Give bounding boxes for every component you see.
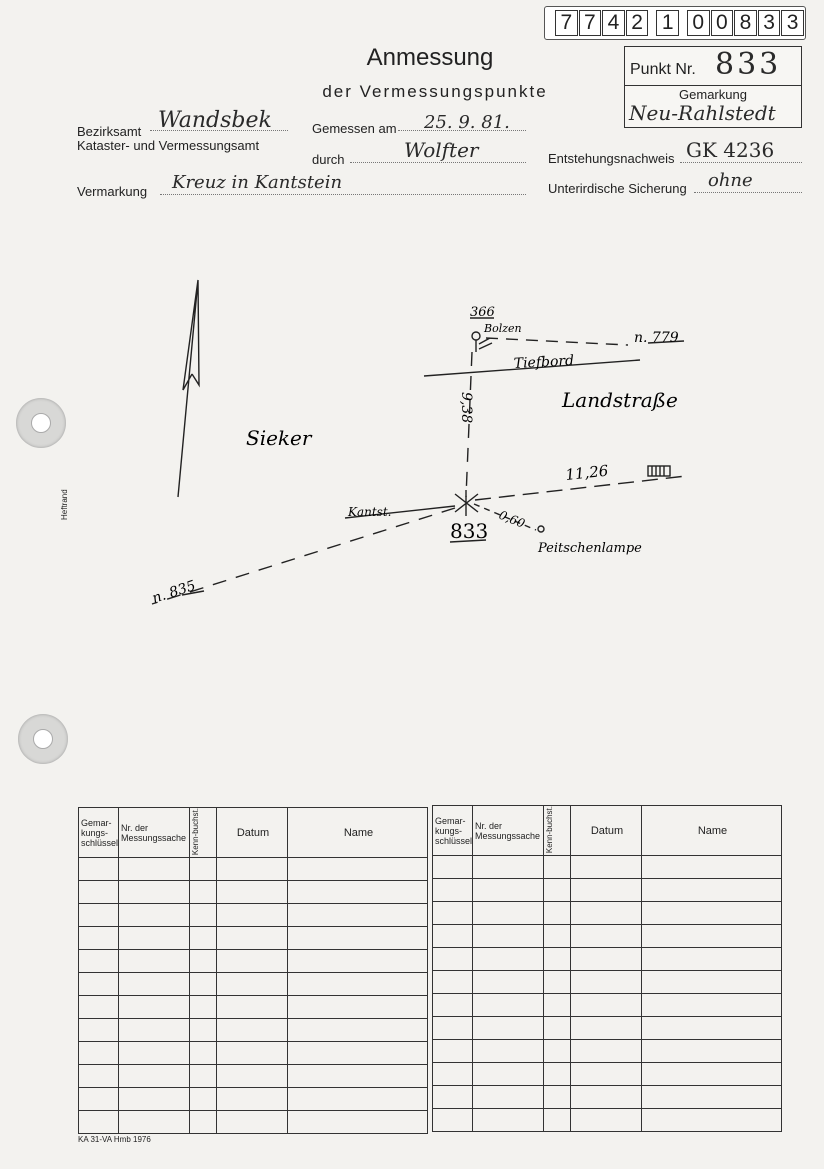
register-table-right (432, 805, 782, 1132)
line-366-779 (486, 338, 628, 345)
file-digit: 4 (602, 10, 625, 36)
gemessen-value: 25. 9. 81. (424, 112, 510, 133)
peitschenlampe-label: Peitschenlampe (538, 541, 642, 556)
dist-1126: 11,26 (564, 461, 610, 484)
punkt-value: 833 (715, 47, 782, 82)
page-subtitle: der Vermessungspunkte (322, 82, 548, 101)
punkt-label: Punkt Nr. (630, 61, 696, 78)
tiefbord-label: Tiefbord (513, 352, 575, 372)
line-835 (152, 508, 455, 604)
point-833-marker-icon (455, 490, 478, 516)
col-datum: Datum (571, 806, 642, 856)
kataster-label: Kataster- und Vermessungsamt (77, 138, 260, 153)
vermarkung-label: Vermarkung (77, 184, 148, 199)
col-datum: Datum (217, 808, 288, 858)
kantst-label: Kantst. (348, 505, 392, 519)
col-name: Name (642, 806, 782, 856)
file-digit: 3 (758, 10, 781, 36)
col-messungssache: Nr. der Messungssache (473, 806, 544, 856)
n779-label: n. 779 (634, 330, 679, 346)
file-digit: 7 (555, 10, 578, 36)
heftrand-label: Heftrand (60, 489, 69, 520)
punch-hole-bottom (18, 714, 68, 764)
page-title: Anmessung (366, 44, 494, 71)
entstehung-value: GK 4236 (686, 138, 775, 162)
col-name: Name (288, 808, 428, 858)
north-arrow-icon (178, 280, 199, 497)
ref-366: 366 (470, 305, 495, 320)
dist-938: 9,38 (458, 392, 474, 424)
register-table-left (78, 807, 428, 1134)
gemarkung-label: Gemarkung (679, 87, 747, 102)
line-938 (466, 352, 472, 497)
col-gemarkungsschluessel: Gemar-kungs-schlüssel (79, 808, 119, 858)
file-digit: 3 (781, 10, 804, 36)
bolzen-icon (472, 332, 480, 340)
sicherung-label: Unterirdische Sicherung (548, 181, 687, 196)
file-digit: 7 (579, 10, 602, 36)
col-gemarkungsschluessel: Gemar-kungs-schlüssel (433, 806, 473, 856)
durch-label: durch (312, 152, 345, 167)
vermarkung-value: Kreuz in Kantstein (172, 172, 343, 193)
dist-060: 0,60 (496, 507, 527, 531)
n835-label: n. 835 (150, 577, 198, 607)
bezirksamt-label: Bezirksamt (77, 124, 142, 139)
point-833-label: 833 (450, 519, 489, 543)
sieker-label: Sieker (246, 426, 312, 450)
file-digit: 8 (734, 10, 757, 36)
bezirksamt-value: Wandsbek (158, 108, 272, 133)
file-digit: 2 (626, 10, 649, 36)
sicherung-value: ohne (708, 170, 753, 191)
entstehung-label: Entstehungsnachweis (548, 151, 675, 166)
landstrasse-label: Landstraße (562, 388, 678, 412)
file-digit: 0 (687, 10, 710, 36)
bolzen-label: Bolzen (484, 322, 522, 335)
punch-hole-top (16, 398, 66, 448)
form-code: KA 31-VA Hmb 1976 (78, 1135, 151, 1144)
durch-value: Wolfter (404, 138, 479, 162)
gemarkung-value: Neu-Rahlstedt (629, 101, 776, 125)
file-digit: 1 (656, 10, 679, 36)
col-kennbuchst: Kenn-buchst. (190, 808, 217, 858)
gemessen-label: Gemessen am (312, 121, 397, 136)
file-digit: 0 (711, 10, 734, 36)
col-kennbuchst: Kenn-buchst. (544, 806, 571, 856)
peitschenlampe-icon (538, 526, 544, 532)
col-messungssache: Nr. der Messungssache (119, 808, 190, 858)
